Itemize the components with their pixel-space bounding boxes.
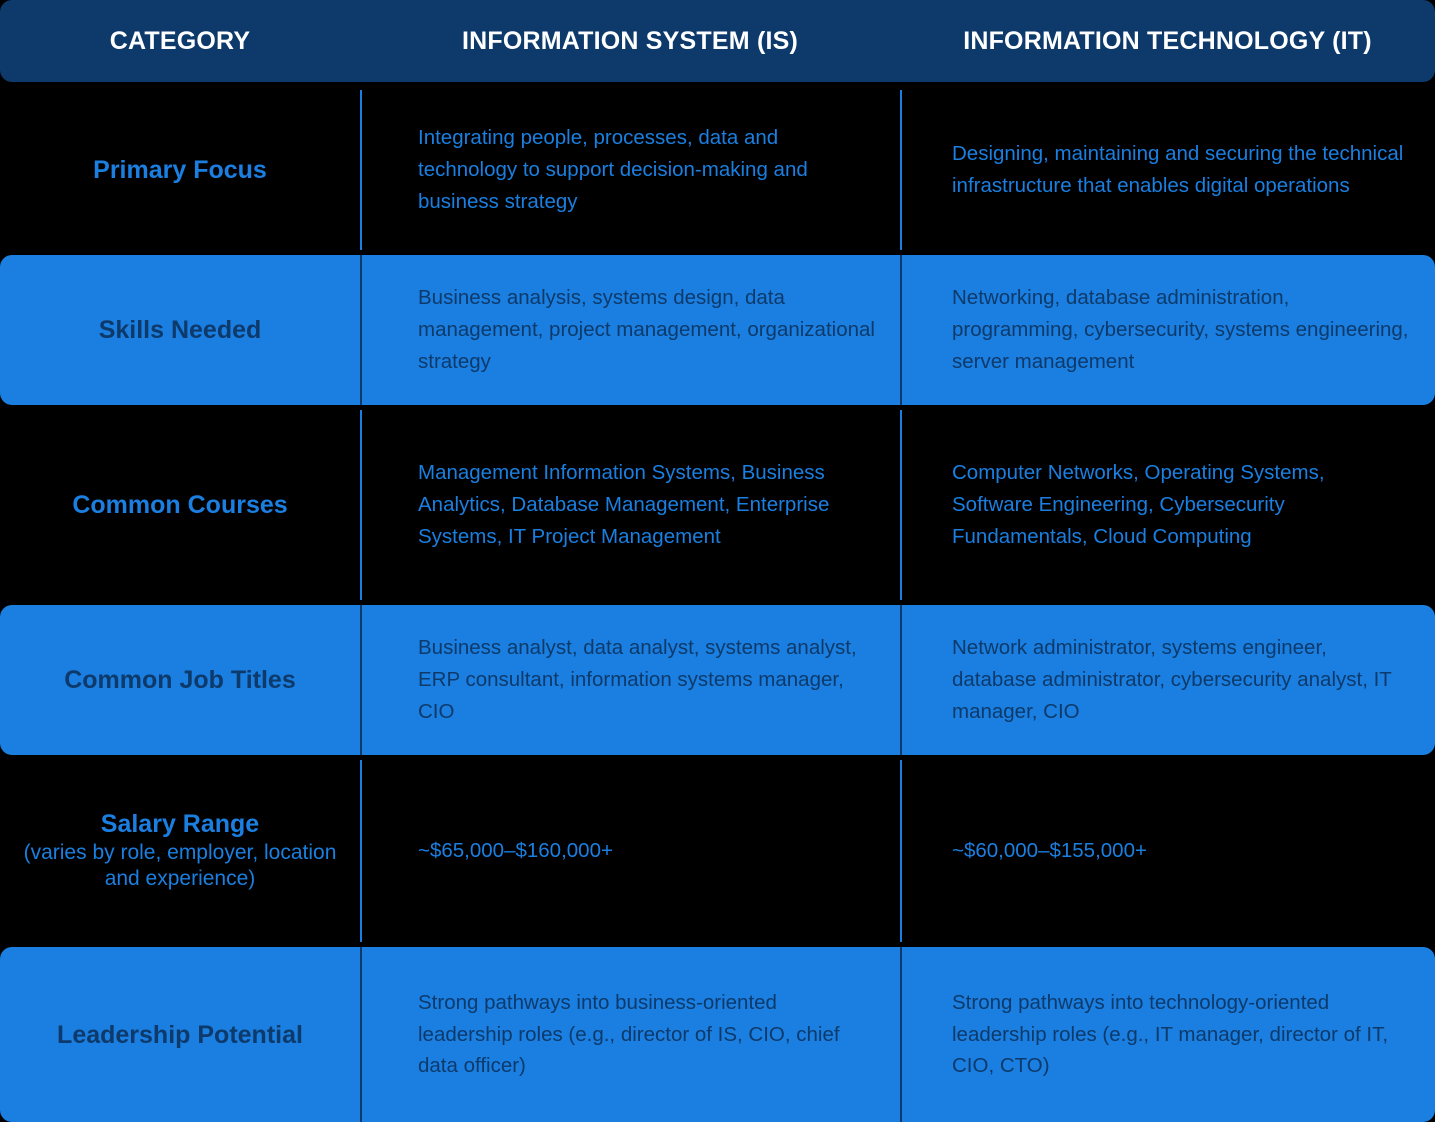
row-category-label: Primary Focus: [93, 156, 267, 184]
row-is-cell: [360, 760, 900, 942]
row-it-cell: [900, 605, 1435, 755]
row-is-cell: [360, 605, 900, 755]
row-category-cell: [0, 410, 360, 600]
row-category-cell: [0, 255, 360, 405]
row-category-label: Salary Range: [100, 809, 260, 838]
row-it-cell: [900, 90, 1435, 250]
column-header-information-technology: INFORMATION TECHNOLOGY (IT): [963, 26, 1372, 55]
row-it-cell: [900, 760, 1435, 942]
row-category-cell: [0, 760, 360, 942]
row-it-cell: [900, 410, 1435, 600]
row-is-cell: [360, 90, 900, 250]
row-category-sublabel: (varies by role, employer, location and experience): [23, 840, 337, 890]
row-is-text: ~$65,000–$160,000+: [418, 839, 613, 863]
row-it-text: Computer Networks, Operating Systems, Software Engineering, Cybersecurity Fundamentals, Cloud Computing: [952, 461, 1325, 548]
row-category-label: Skills Needed: [98, 316, 262, 344]
table-row: [0, 760, 1435, 942]
table-header-row: [0, 0, 1435, 82]
row-is-text: Business analyst, data analyst, systems analyst, ERP consultant, information systems manager, CIO: [418, 636, 857, 723]
table-row: [0, 255, 1435, 405]
header-spacer: [0, 82, 1435, 90]
row-it-text: Strong pathways into technology-oriented leadership roles (e.g., IT manager, director of IT, CIO, CTO): [952, 990, 1389, 1078]
row-category-cell: [0, 90, 360, 250]
row-it-text: ~$60,000–$155,000+: [952, 839, 1147, 863]
row-it-text: Network administrator, systems engineer, database administrator, cybersecurity analyst, IT manager, CIO: [952, 636, 1392, 723]
row-it-cell: [900, 947, 1435, 1122]
row-is-text: Management Information Systems, Business Analytics, Database Management, Enterprise Systems, IT Project Management: [418, 461, 830, 548]
row-category-cell: [0, 947, 360, 1122]
row-is-cell: [360, 947, 900, 1122]
row-is-text: Strong pathways into business-oriented leadership roles (e.g., director of IS, CIO, chief data officer): [418, 990, 840, 1078]
row-it-text: Designing, maintaining and securing the technical infrastructure that enables digital operations: [952, 142, 1404, 197]
row-is-text: Business analysis, systems design, data management, project management, organizational strategy: [418, 286, 875, 373]
column-header-information-system: INFORMATION SYSTEM (IS): [461, 26, 799, 55]
table-row: [0, 605, 1435, 755]
row-category-label: Leadership Potential: [57, 1020, 303, 1049]
row-is-cell: [360, 410, 900, 600]
row-category-label: Common Courses: [72, 491, 288, 519]
table-row: [0, 947, 1435, 1122]
row-is-text: Integrating people, processes, data and technology to support decision-making and business strategy: [418, 126, 808, 213]
table-row: [0, 90, 1435, 250]
row-it-cell: [900, 255, 1435, 405]
row-it-text: Networking, database administration, programming, cybersecurity, systems engineering, server management: [952, 286, 1409, 373]
row-category-label: Common Job Titles: [64, 666, 296, 694]
table-row: [0, 410, 1435, 600]
row-is-cell: [360, 255, 900, 405]
column-header-category: CATEGORY: [109, 26, 251, 55]
row-category-cell: [0, 605, 360, 755]
